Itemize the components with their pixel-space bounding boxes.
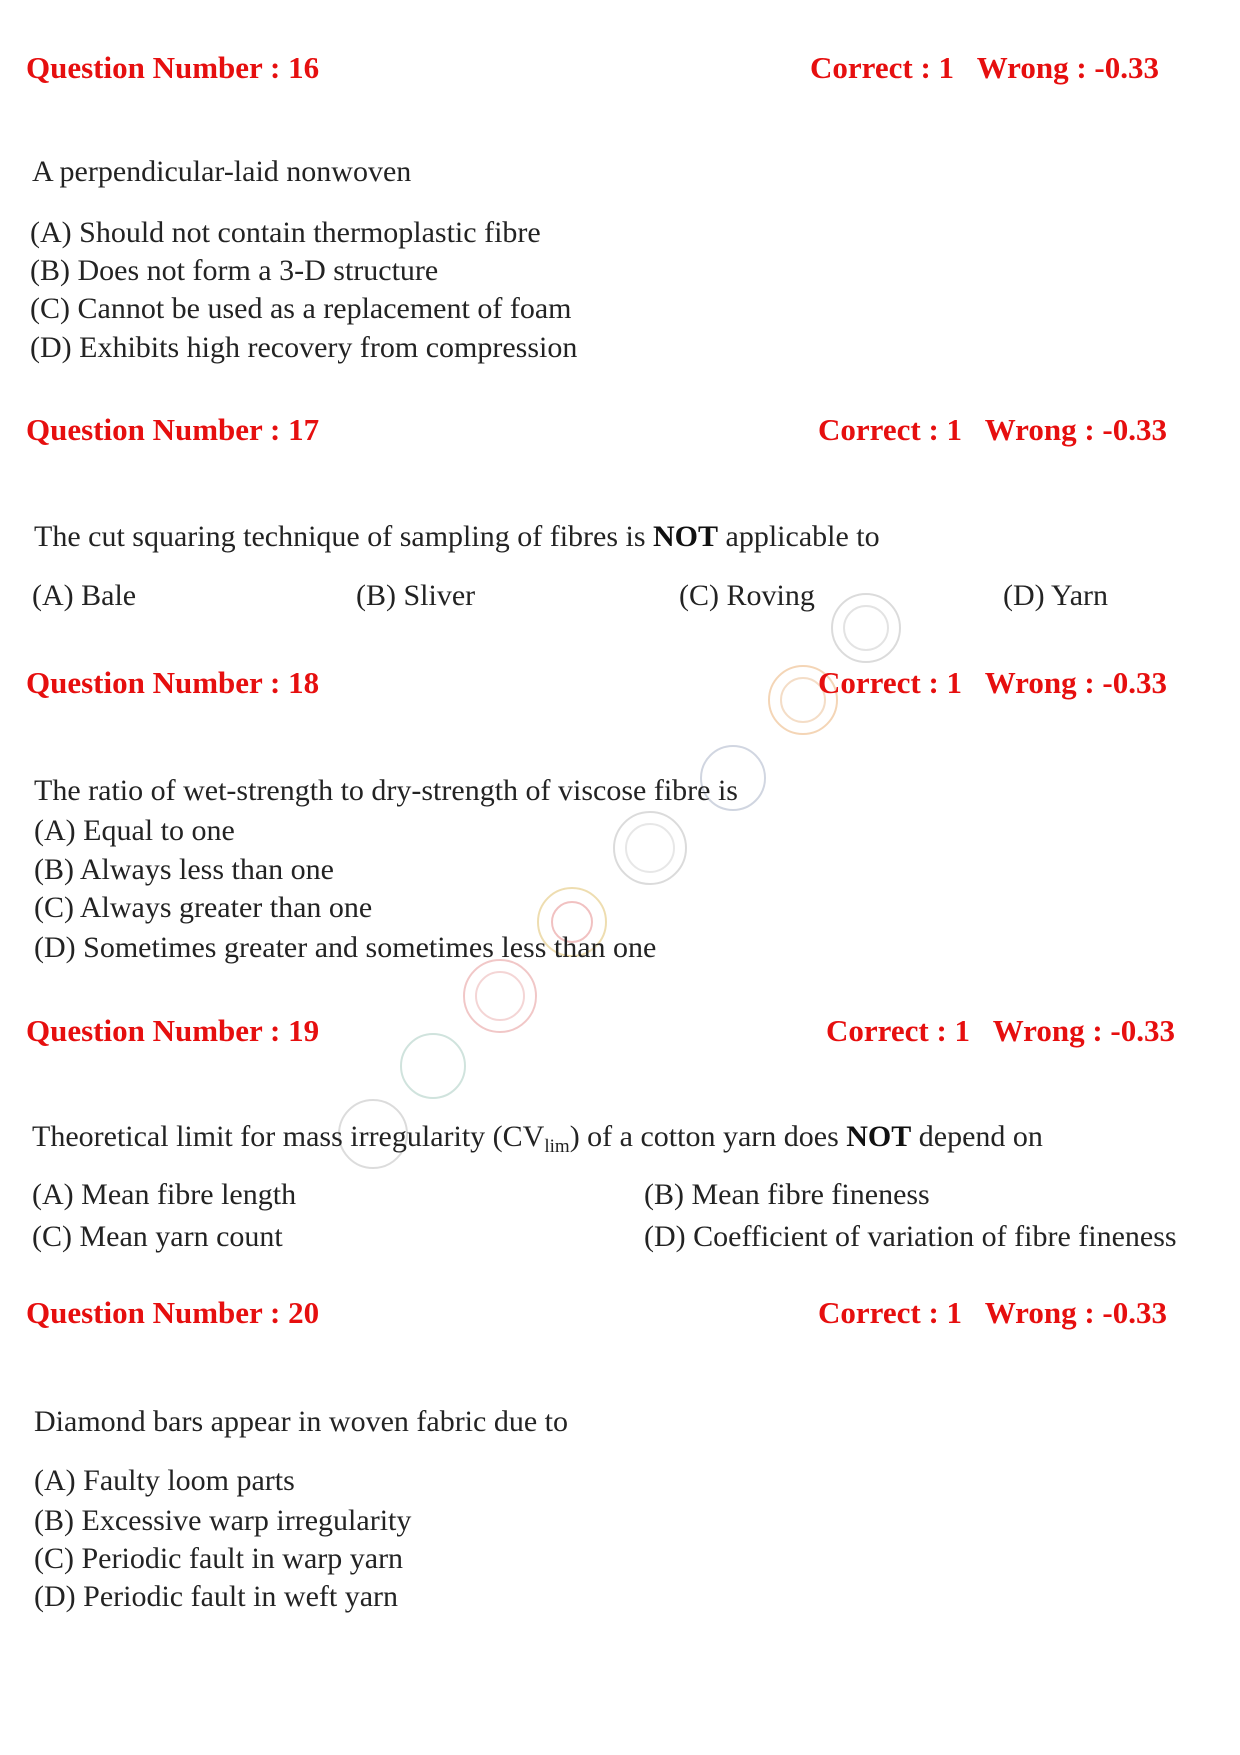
correct-marks: Correct : 1 — [826, 1013, 971, 1048]
option-d: (D) Exhibits high recovery from compression — [30, 331, 578, 364]
wrong-marks: Wrong : -0.33 — [984, 665, 1167, 700]
wrong-marks: Wrong : -0.33 — [984, 1295, 1167, 1330]
question-text: The cut squaring technique of sampling of fibres is NOT applicable to — [34, 520, 880, 553]
option-a: (A) Equal to one — [34, 814, 235, 847]
option-b: (B) Mean fibre fineness — [644, 1178, 930, 1211]
wrong-marks: Wrong : -0.33 — [984, 412, 1167, 447]
question-text: Theoretical limit for mass irregularity $(CV_{lim})$ of a cotton yarn does NOT depend on — [32, 1120, 1043, 1157]
correct-marks: Correct : 1 — [810, 50, 955, 85]
option-d: (D) Sometimes greater and sometimes less than one — [34, 931, 657, 964]
wrong-marks: Wrong : -0.33 — [992, 1013, 1175, 1048]
option-a: (A) Should not contain thermoplastic fibre — [30, 216, 541, 249]
option-a: (A) Bale — [32, 579, 137, 612]
correct-marks: Correct : 1 — [818, 412, 963, 447]
emphasis-text: NOT — [846, 1120, 912, 1153]
option-d: (D) Coefficient of variation of fibre fineness — [644, 1220, 1177, 1253]
option-a: (A) Faulty loom parts — [34, 1464, 295, 1497]
option-c: (C) Periodic fault in warp yarn — [34, 1542, 404, 1575]
option-d: (D) Yarn — [1003, 579, 1108, 612]
question-text: The ratio of wet-strength to dry-strength of viscose fibre is — [34, 774, 738, 807]
option-c: (C) Roving — [679, 579, 815, 612]
emphasis-text: NOT — [653, 520, 719, 553]
option-b: (B) Excessive warp irregularity — [34, 1504, 412, 1537]
option-b: (B) Does not form a 3-D structure — [30, 254, 439, 287]
option-c: (C) Cannot be used as a replacement of foam — [30, 292, 572, 325]
question-number: Question Number : 16 — [26, 50, 320, 85]
question-number: Question Number : 19 — [26, 1013, 320, 1048]
option-c: (C) Always greater than one — [34, 891, 373, 924]
option-c: (C) Mean yarn count — [32, 1220, 283, 1253]
option-a: (A) Mean fibre length — [32, 1178, 297, 1211]
marks-info — [818, 412, 1167, 448]
marks-info — [810, 50, 1159, 86]
question-header — [0, 1295, 1240, 1335]
question-text: A perpendicular-laid nonwoven — [32, 155, 412, 188]
correct-marks: Correct : 1 — [818, 1295, 963, 1330]
question-number: Question Number : 17 — [26, 412, 320, 447]
marks-info — [818, 1295, 1167, 1331]
question-text: Diamond bars appear in woven fabric due to — [34, 1405, 568, 1438]
question-header — [0, 1013, 1240, 1053]
question-number: Question Number : 20 — [26, 1295, 320, 1330]
subscript-text: lim — [544, 1136, 570, 1157]
question-header — [0, 412, 1240, 452]
correct-marks: Correct : 1 — [818, 665, 963, 700]
option-b: (B) Sliver — [356, 579, 476, 612]
option-d: (D) Periodic fault in weft yarn — [34, 1580, 399, 1613]
question-header — [0, 50, 1240, 90]
marks-info — [818, 665, 1167, 701]
question-header — [0, 665, 1240, 705]
question-number: Question Number : 18 — [26, 665, 320, 700]
wrong-marks: Wrong : -0.33 — [976, 50, 1159, 85]
marks-info — [826, 1013, 1175, 1049]
option-b: (B) Always less than one — [34, 853, 334, 886]
